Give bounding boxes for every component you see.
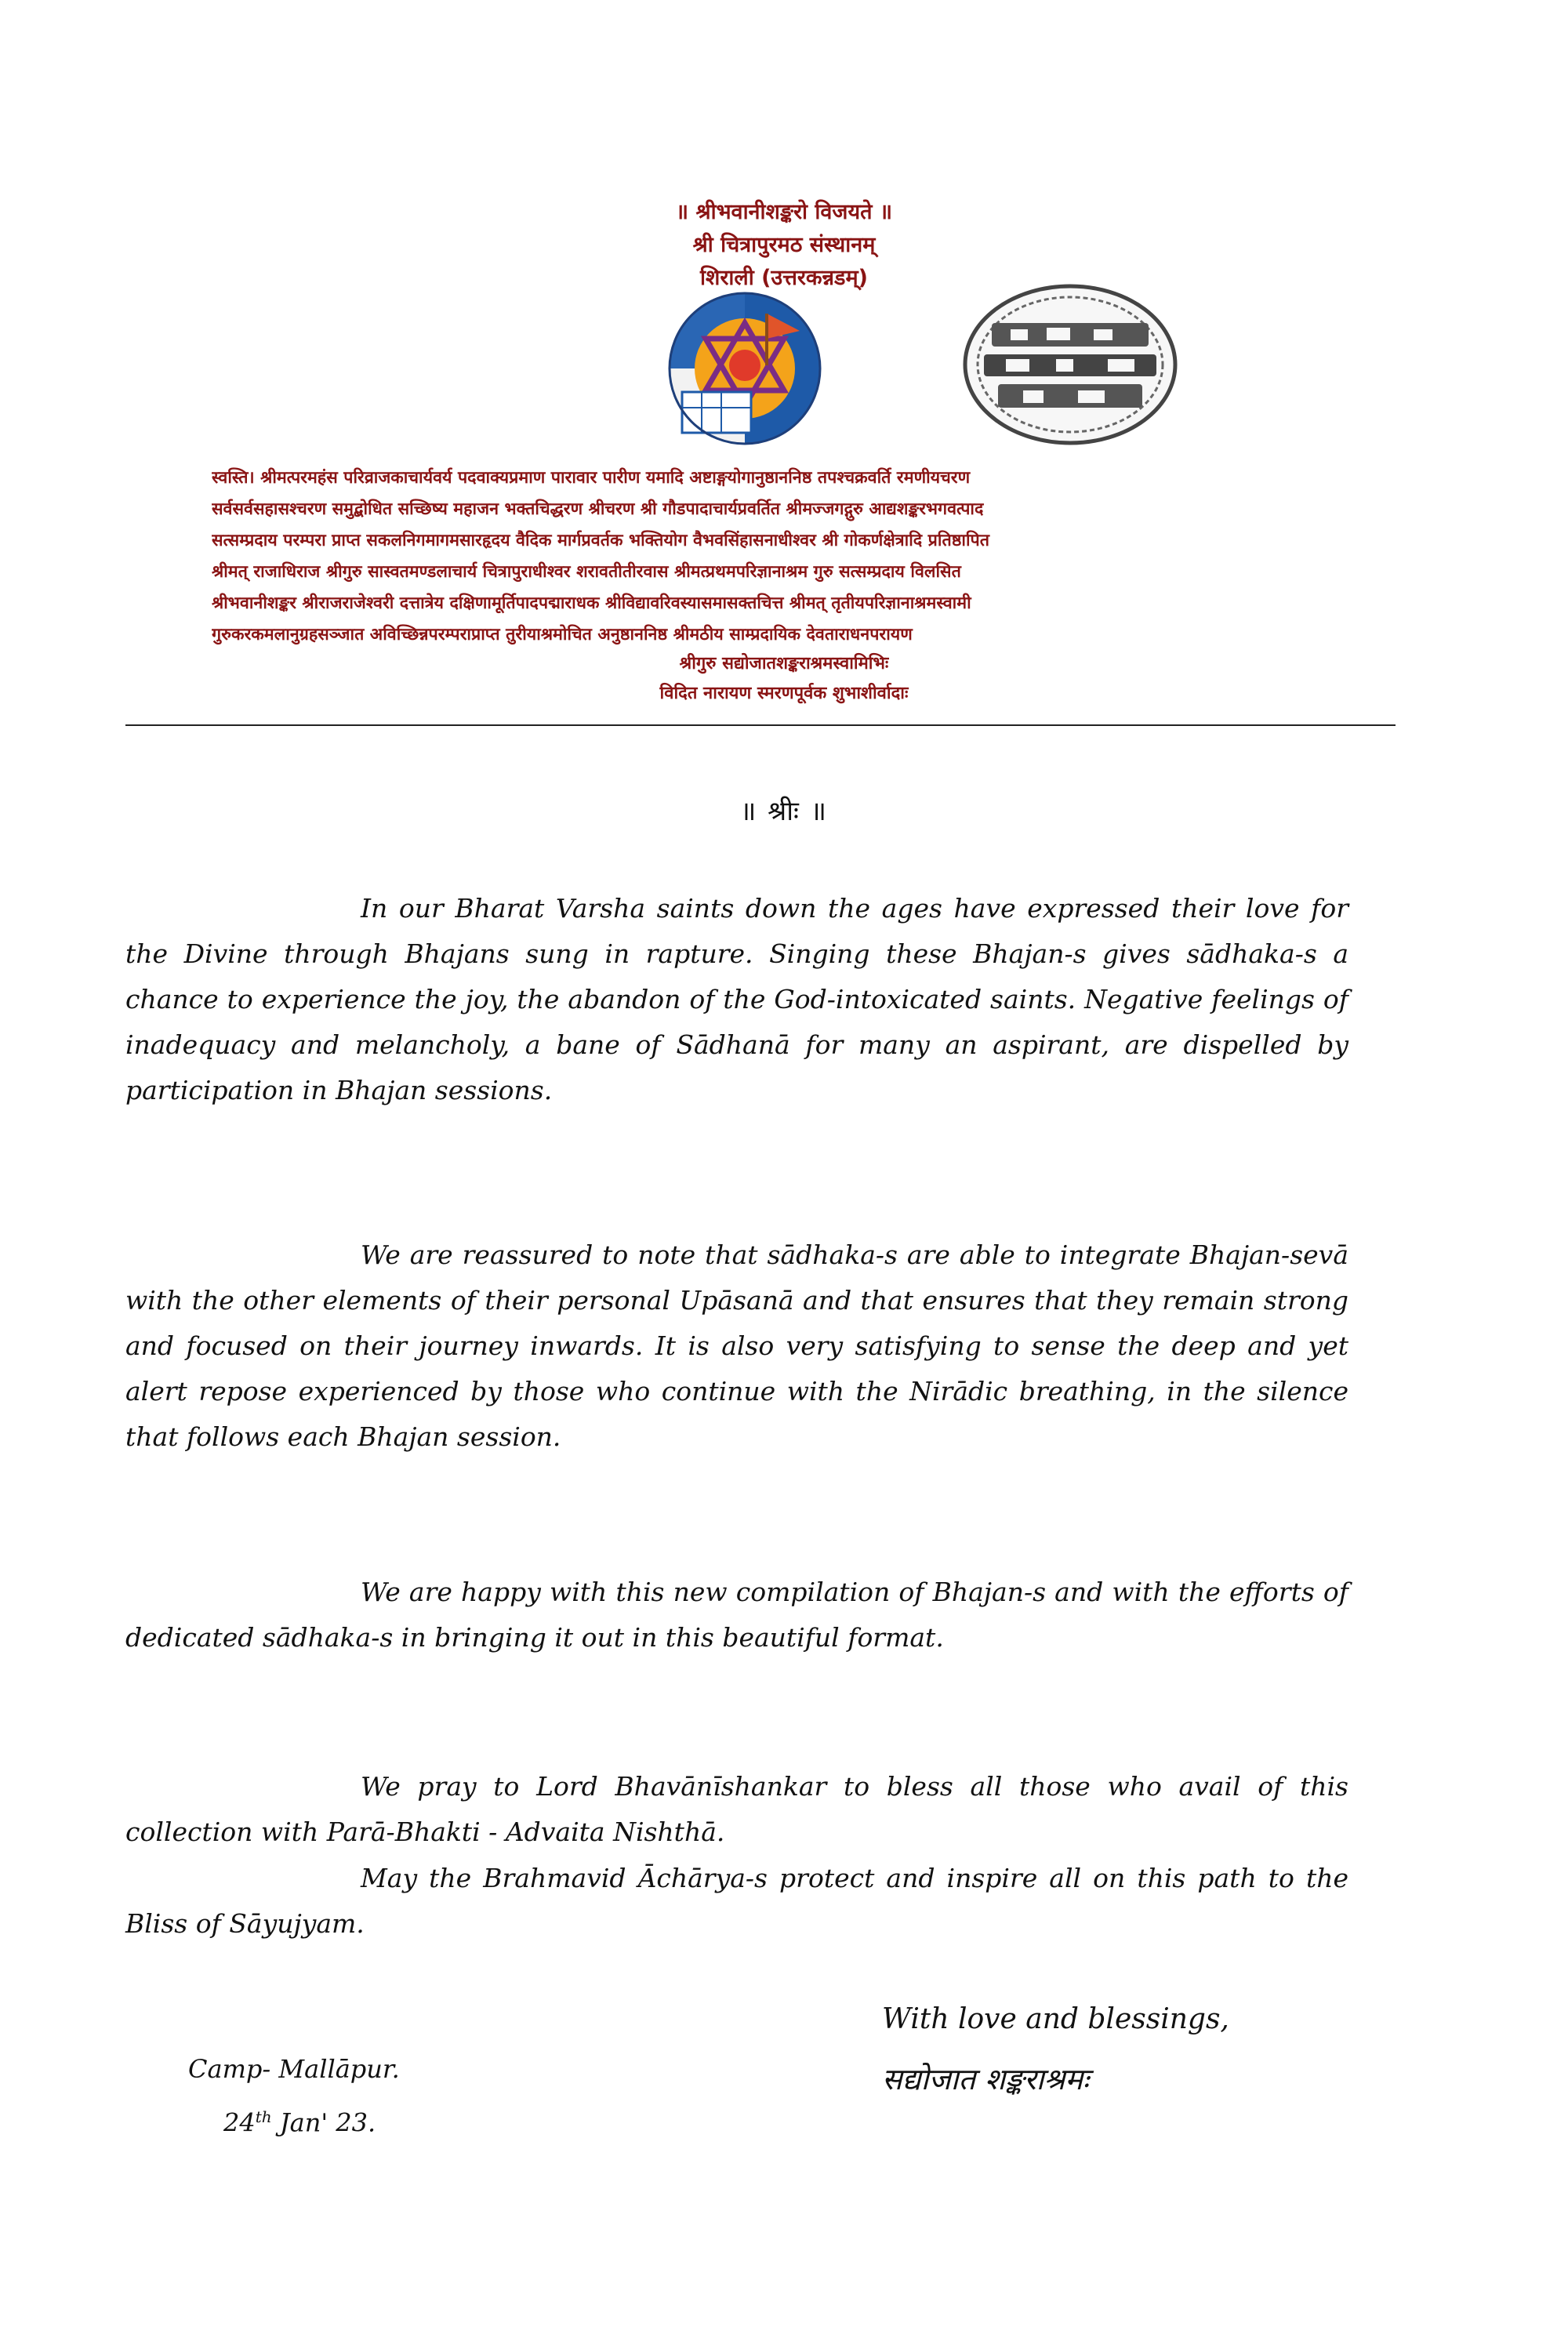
letterhead-title-line: स्वस्ति। श्रीमत्परमहंस परिव्राजकाचार्यवर्य पदवाक्यप्रमाण पारावार पारीण यमादि अष्टाङ्गयोगानुष्ठाननिष्ठ तपश्चक्रवर्ति रमणीयचरण bbox=[212, 468, 971, 488]
date-day: 24 bbox=[223, 2107, 256, 2138]
letterhead-title-line: श्रीभवानीशङ्कर श्रीराजराजेश्वरी दत्तात्रेय दक्षिणामूर्तिपादपद्माराधक श्रीविद्यावरिवस्यासमासक्तचित्त श्रीमत् तृतीयपरिज्ञानाश्रमस्वामी bbox=[212, 593, 971, 613]
letterhead bbox=[0, 0, 1568, 729]
date-line bbox=[223, 2107, 376, 2138]
letterhead-title-line: श्रीमत् राजाधिराज श्रीगुरु सास्वतमण्डलाचार्य चित्रापुराधीश्वर शरावतीतीरवास श्रीमत्प्रथमपरिज्ञानाश्रम गुरु सत्सम्प्रदाय विलसित bbox=[212, 562, 961, 582]
invocation: ॥ श्रीः ॥ bbox=[739, 796, 829, 827]
date-month-year: Jan' 23. bbox=[279, 2107, 376, 2138]
message-paragraph: We are reassured to note that sādhaka-s are able to integrate Bhajan-sevā with the other elements of their personal Upāsanā and that ensures that they remain strong and focused on their journey inwards. It is also very satisfying to sense the deep and yet alert repose experienced by those who continue with the Nirādic breathing, in the silence that follows each Bhajan session. bbox=[125, 1240, 1348, 1452]
place-line: Camp- Mallāpur. bbox=[188, 2054, 400, 2084]
chitrapur-math-emblem-icon bbox=[666, 290, 823, 447]
letterhead-title-line: गुरुकरकमलानुग्रहसञ्जात अविच्छिन्नपरम्पराप्राप्त तुरीयाश्रमोचित अनुष्ठाननिष्ठ श्रीमठीय साम्प्रदायिक देवताराधनपरायण bbox=[212, 625, 913, 644]
seal-stamp-icon bbox=[960, 282, 1180, 447]
letterhead-location: शिराली (उत्तरकन्नडम्) bbox=[700, 266, 868, 290]
header-divider bbox=[125, 724, 1396, 726]
closing-salutation: With love and blessings, bbox=[882, 2003, 1229, 2035]
letterhead-invocation: ॥ श्रीभवानीशङ्करो विजयते ॥ bbox=[675, 200, 893, 224]
message-paragraph: We pray to Lord Bhavānīshankar to bless all those who avail of this collection with Parā-Bhakti - Advaita Nishthā. bbox=[125, 1771, 1348, 1847]
date-suffix: th bbox=[255, 2107, 272, 2126]
greeting-from: श्रीगुरु सद्योजातशङ्कराश्रमस्वामिभिः bbox=[679, 654, 889, 673]
message-paragraph: We are happy with this new compilation of Bhajan-s and with the efforts of dedicated sādhaka-s in bringing it out in this beautiful format. bbox=[125, 1577, 1348, 1653]
message-paragraph: In our Bharat Varsha saints down the ages have expressed their love for the Divine through Bhajans sung in rapture. Singing these Bhajan-s gives sādhaka-s a chance to experience the joy, the abandon of the God-intoxicated saints. Negative feelings of inadequacy and melancholy, a bane of Sādhanā for many an aspirant, are dispelled by participation in Bhajan sessions. bbox=[125, 893, 1348, 1105]
letterhead-title-line: सत्सम्प्रदाय परम्परा प्राप्त सकलनिगमागमसारहृदय वैदिक मार्गप्रवर्तक भक्तियोग वैभवसिंहासनाधीश्वर श्री गोकर्णक्षेत्रादि प्रतिष्ठापित bbox=[212, 531, 990, 550]
letterhead-institution-name: श्री चित्रापुरमठ संस्थानम् bbox=[692, 233, 876, 257]
message-paragraph: May the Brahmavid Āchārya-s protect and inspire all on this path to the Bliss of Sāyujyam. bbox=[125, 1863, 1348, 1939]
signature: सद्योजात शङ्कराश्रमः bbox=[882, 2062, 1089, 2096]
greeting-blessings: विदित नारायण स्मरणपूर्वक शुभाशीर्वादाः bbox=[659, 684, 909, 703]
letterhead-title-line: सर्वसर्वसहासश्चरण समुद्बोधित सच्छिष्य महाजन भक्तचिद्धरण श्रीचरण श्री गौडपादाचार्यप्रवर्तित श्रीमज्जगद्गुरु आद्यशङ्करभगवत्पाद bbox=[212, 499, 984, 519]
letterhead-titles bbox=[212, 463, 1356, 651]
